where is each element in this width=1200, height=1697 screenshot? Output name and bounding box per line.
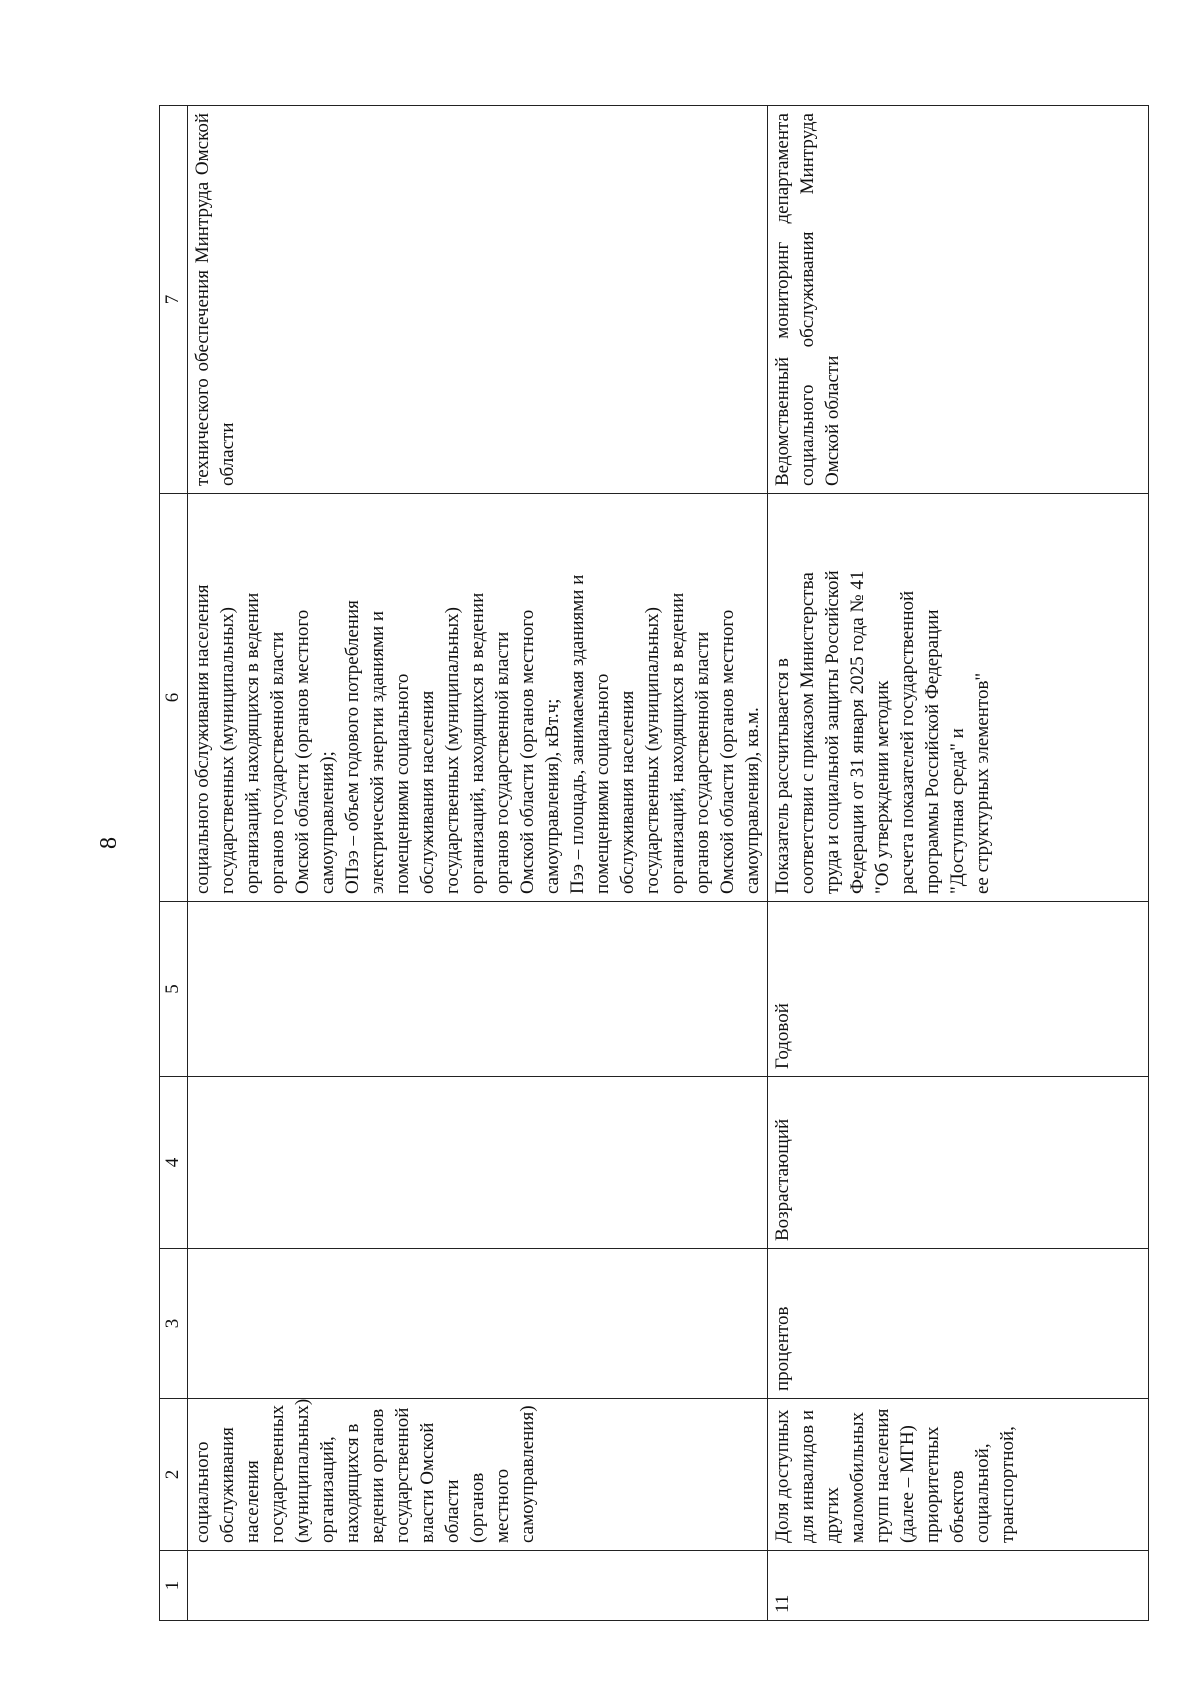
cell-trend: Возрастающий [768, 1077, 1149, 1249]
cell-periodicity: Годовой [768, 902, 1149, 1077]
cell-indicator-name: социального обслуживания населения государственных (муниципальных) организаций, находящихся в ведении органов государственной власти Омской области (органов местного самоуправления) [188, 1399, 768, 1551]
header-col-4: 4 [160, 1077, 188, 1249]
header-col-6: 6 [160, 494, 188, 902]
cell-unit: процентов [768, 1249, 1149, 1399]
cell-method: Показатель рассчитывается в соответствии с приказом Министерства труда и социальной защиты Российской Федерации от 31 января 2025 года № 41 "Об утверждении методик расчета показателей государственной программы Российской Федерации "Доступная среда" и ее структурных элементов" [768, 494, 1149, 902]
header-col-7: 7 [160, 106, 188, 494]
cell-number: 11 [768, 1551, 1149, 1621]
page-number: 8 [96, 837, 122, 849]
cell-method: социального обслуживания населения государственных (муниципальных) организаций, находящихся в ведении органов государственной власти Омской области (органов местного самоуправления); ОПээ – объем годового потребления электрической энергии зданиями и помещениями социального обслуживания населения государственных (муниципальных) организаций, находящихся в ведении органов государственной власти Омской области (органов местного самоуправления), кВт.ч; Пээ – площадь, занимаемая зданиями и помещениями социального обслуживания населения государственных (муниципальных) организаций, находящихся в ведении органов государственной власти Омской области (органов местного самоуправления), кв.м. [188, 494, 768, 902]
header-col-3: 3 [160, 1249, 188, 1399]
cell-source: технического обеспечения Минтруда Омской области [188, 106, 768, 494]
indicator-table [159, 105, 1149, 1621]
table-row [188, 106, 768, 1621]
cell-indicator-name: Доля доступных для инвалидов и других маломобильных групп населения (далее – МГН) приоритетных объектов социальной, транспортной, [768, 1399, 1149, 1551]
header-col-1: 1 [160, 1551, 188, 1621]
header-col-2: 2 [160, 1399, 188, 1551]
cell-periodicity [188, 902, 768, 1077]
cell-source: Ведомственный мониторинг департамента социального обслуживания Минтруда Омской области [768, 106, 1149, 494]
rotated-table-wrapper [159, 106, 1054, 1621]
header-row [160, 106, 188, 1621]
cell-trend [188, 1077, 768, 1249]
cell-number [188, 1551, 768, 1621]
table-row [768, 106, 1149, 1621]
cell-unit [188, 1249, 768, 1399]
header-col-5: 5 [160, 902, 188, 1077]
